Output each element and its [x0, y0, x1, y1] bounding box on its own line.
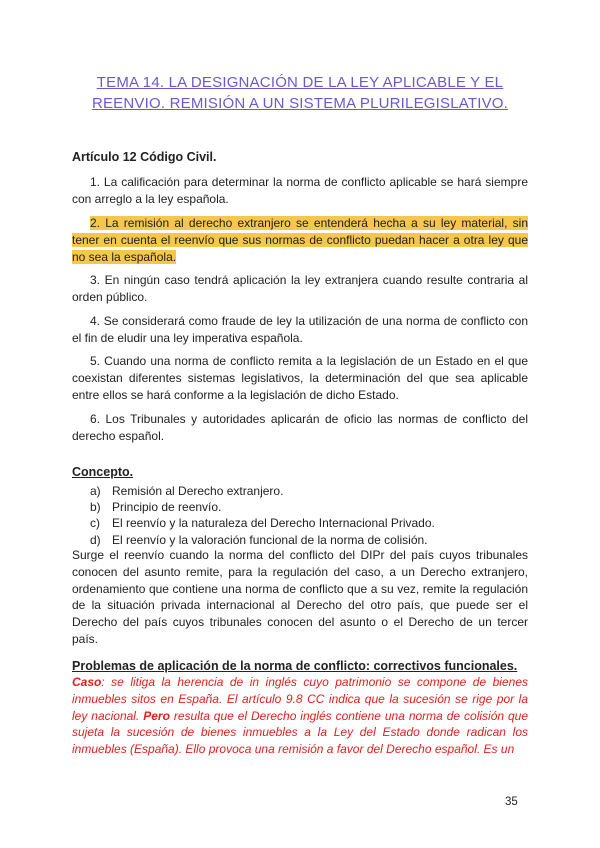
list-item — [72, 532, 435, 548]
list-marker: a) — [90, 484, 101, 498]
article-paragraph-2-highlighted — [72, 215, 528, 265]
case-paragraph — [72, 674, 528, 758]
article-paragraph-5: 5. Cuando una norma de conflicto remita a la legislación de un Estado en el que coexistan diferentes sistemas legislativos, la determinación del que sea aplicable entre ellos se hará conforme a la legislación de dicho Estado. — [72, 354, 528, 402]
article-paragraph-1: 1. La calificación para determinar la norma de conflicto aplicable se hará siempre con arreglo a la ley española. — [72, 175, 528, 206]
case-label: Caso — [72, 675, 102, 689]
highlighted-text: 2. La remisión al derecho extranjero se entenderá hecha a su ley material, sin tener en cuenta el reenvío que sus normas de conflicto puedan hacer a otra ley que no sea la española. — [72, 216, 528, 264]
title-line-2: REENVIO. REMISIÓN A UN SISTEMA PLURILEGISLATIVO. — [91, 95, 509, 112]
page-title — [60, 72, 540, 114]
concept-paragraph: Surge el reenvío cuando la norma del conflicto del DIPr del país cuyos tribunales conocen del asunto remite, para la regulación del caso, a un Derecho extranjero, ordenamiento que contiene una norma de conflicto que a su vez, remite la regulación de la situación privada internacional al Derecho del otro país, que puede ser el Derecho del país cuyos tribunales conocen del asunto o el Derecho de un tercer país. — [72, 548, 528, 646]
list-text: El reenvío y la valoración funcional de la norma de colisión. — [112, 532, 428, 547]
article-heading: Artículo 12 Código Civil. — [72, 150, 217, 164]
list-item — [72, 483, 435, 499]
concept-list — [72, 483, 435, 548]
list-item — [72, 499, 435, 515]
list-item — [72, 515, 435, 531]
page-number: 35 — [505, 796, 518, 808]
list-text: Remisión al Derecho extranjero. — [112, 484, 284, 498]
article-paragraph-3: 3. En ningún caso tendrá aplicación la ley extranjera cuando resulte contraria al orden público. — [72, 273, 528, 304]
list-marker: d) — [90, 532, 101, 547]
case-text-2: resulta que el Derecho inglés contiene una norma de colisión que sujeta la sucesión de bienes inmuebles a la Ley del Estado donde radican los inmuebles (España). Ello provoca una remisión a favor del Derecho español. Es un — [72, 708, 528, 757]
list-marker: b) — [90, 500, 101, 515]
title-line-1: TEMA 14. LA DESIGNACIÓN DE LA LEY APLICABLE Y EL — [96, 74, 504, 91]
list-text: El reenvío y la naturaleza del Derecho Internacional Privado. — [112, 516, 435, 531]
case-bold: Pero — [143, 708, 170, 723]
case-text-1: : se litiga la herencia de in inglés cuyo patrimonio se compone de bienes inmuebles sitos en España. El artículo 9.8 CC indica que la sucesión se rige por la ley nacional. — [72, 675, 528, 723]
list-text: Principio de reenvío. — [112, 500, 222, 515]
article-paragraph-4: 4. Se considerará como fraude de ley la utilización de una norma de conflicto con el fin de eludir una ley imperativa española. — [72, 314, 528, 345]
list-marker: c) — [90, 516, 100, 531]
concept-heading: Concepto. — [72, 465, 134, 479]
article-paragraph-6: 6. Los Tribunales y autoridades aplicarán de oficio las normas de conflicto del derecho español. — [72, 412, 528, 443]
problems-heading: Problemas de aplicación de la norma de conflicto: correctivos funcionales. — [72, 659, 518, 673]
